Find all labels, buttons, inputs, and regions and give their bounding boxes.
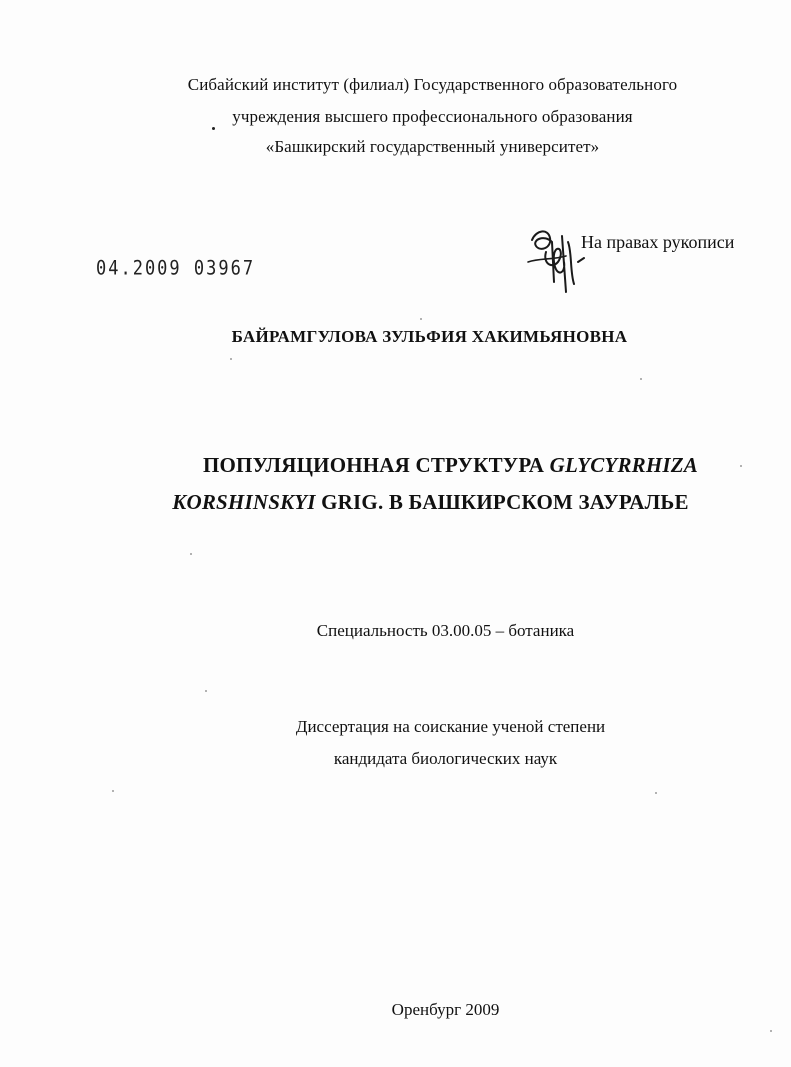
scan-speck [770, 1030, 772, 1032]
scan-speck [230, 358, 232, 360]
scan-speck [212, 127, 215, 130]
manuscript-note: На правах рукописи [581, 232, 735, 252]
title-genus: GLYCYRRHIZA [549, 453, 699, 477]
scan-speck [205, 690, 207, 692]
title-suffix: GRIG. В БАШКИРСКОМ ЗАУРАЛЬЕ [315, 490, 689, 514]
scan-speck [112, 790, 114, 792]
institution-line-1: Сибайский институт (филиал) Государственного образовательного [187, 75, 678, 94]
dissertation-title-line-2 [35, 490, 791, 515]
scan-speck [190, 553, 192, 555]
author-name: БАЙРАМГУЛОВА ЗУЛЬФИЯ ХАКИМЬЯНОВНА [231, 327, 628, 346]
signature-icon [522, 222, 586, 302]
degree-line-2: кандидата биологических наук [333, 749, 558, 768]
institution-line-2: учреждения высшего профессионального образования [232, 107, 633, 126]
scan-speck [420, 318, 422, 320]
scan-speck [640, 378, 642, 380]
scan-speck [740, 465, 742, 467]
institution-line-3: «Башкирский государственный университет» [265, 137, 600, 156]
title-species: KORSHINSKYI [172, 490, 316, 514]
degree-line-1: Диссертация на соискание ученой степени [295, 717, 606, 736]
dissertation-title-line-1 [55, 453, 791, 478]
registration-code: 04.2009 03967 [96, 257, 256, 280]
scan-speck [655, 792, 657, 794]
city-year: Оренбург 2009 [391, 1000, 500, 1019]
title-prefix: ПОПУЛЯЦИОННАЯ СТРУКТУРА [202, 453, 550, 477]
specialty: Специальность 03.00.05 – ботаника [316, 621, 575, 640]
